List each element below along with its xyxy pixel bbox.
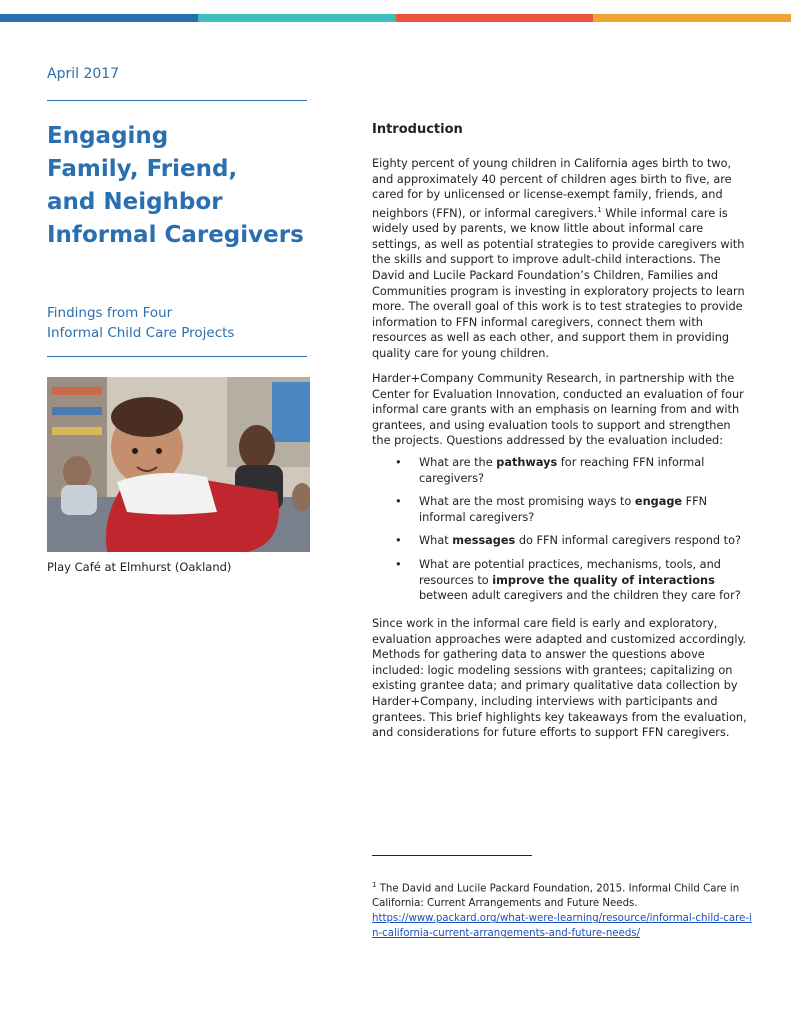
list-item xyxy=(395,533,745,549)
list-item xyxy=(395,557,745,604)
intro-paragraph-2: Harder+Company Community Research, in partnership with the Center for Evaluation Innovation, conducted an evaluation of four informal care grants with an emphasis on learning from and with grantees, and using evaluation tools to support and strengthen the projects. Questions addressed by the evaluation included: xyxy=(372,372,744,448)
title-line-1: Engaging xyxy=(47,123,169,149)
bullet-text: do FFN informal caregivers respond to? xyxy=(515,534,741,548)
title-line-2: Family, Friend, xyxy=(47,156,238,182)
photo-illustration xyxy=(47,377,310,552)
bar-segment-orange xyxy=(396,14,594,22)
bullet-text: What are the xyxy=(419,456,497,469)
footnote-divider xyxy=(372,855,532,856)
divider-top xyxy=(47,100,307,101)
footnote-ref[interactable]: 1 xyxy=(597,205,602,214)
publication-date: April 2017 xyxy=(47,66,120,82)
footnote xyxy=(372,878,752,941)
photo-caption: Play Café at Elmhurst (Oakland) xyxy=(47,560,232,574)
subtitle-line-2: Informal Child Care Projects xyxy=(47,325,235,341)
bullet-emphasis: messages xyxy=(452,534,516,548)
bullet-icon: • xyxy=(395,557,402,571)
bullet-text: What xyxy=(419,534,453,548)
cover-photo xyxy=(47,377,310,552)
footnote-text: The David and Lucile Packard Foundation, 2015. Informal Child Care in California: Current Arrangements and Future Needs. xyxy=(372,883,740,910)
subtitle-line-1: Findings from Four xyxy=(47,305,173,321)
intro-p1-text-a: Eighty percent of young children in California ages birth to two, and approximately 40 percent of children ages birth to five, are cared for by unlicensed or license-exempt family, friends, and neighbors (FFN), or informal caregivers. xyxy=(372,157,732,220)
list-item xyxy=(395,494,745,525)
bullet-text: FFN informal caregivers? xyxy=(419,495,708,524)
divider-bottom xyxy=(47,356,307,357)
bullet-text: for reaching FFN informal caregivers? xyxy=(419,456,705,485)
bullet-text: What are potential practices, mechanisms, tools, and resources to xyxy=(419,557,721,587)
top-color-bar xyxy=(0,14,791,22)
bar-segment-yellow xyxy=(593,14,791,22)
bar-segment-blue xyxy=(0,14,198,22)
title-line-4: Informal Caregivers xyxy=(47,222,304,248)
page-title xyxy=(47,120,337,252)
intro-p1-text-b: While informal care is widely used by parents, we know little about informal care settings, as well as potential strategies to provide caregivers with the skills and support to improve adult-child interactions. The David and Lucile Packard Foundation’s Children, Families and Communities program is investing in exploratory projects to learn more. The overall goal of this work is to test strategies to provide information to FFN informal caregivers, connect them with resources as well as each other, and support them in providing quality care for young children. xyxy=(372,206,745,360)
bullet-emphasis: improve the quality of interactions xyxy=(492,573,715,587)
list-item xyxy=(395,455,745,486)
footnote-number: 1 xyxy=(372,881,377,889)
bullet-icon: • xyxy=(395,456,402,469)
title-line-3: and Neighbor xyxy=(47,189,223,215)
page-subtitle xyxy=(47,303,234,343)
bullet-emphasis: pathways xyxy=(496,456,558,469)
intro-paragraph-1 xyxy=(372,156,747,361)
bullet-text: What are the most promising ways to xyxy=(419,495,635,509)
bullet-icon: • xyxy=(395,534,402,548)
bullet-emphasis: engage xyxy=(634,495,683,509)
intro-paragraph-3: Since work in the informal care field is early and exploratory, evaluation approaches were adapted and customized accordingly. Methods for gathering data to answer the questions above included: logic modeling sessions with grantees; capitalizing on existing grantee data; and primary qualitative data collection by Harder+Company, including interviews with participants and grantees. This brief highlights key takeaways from the evaluation, and considerations for future efforts to support FFN caregivers. xyxy=(372,617,747,740)
bar-segment-teal xyxy=(198,14,396,22)
bullet-icon: • xyxy=(395,495,402,509)
intro-heading: Introduction xyxy=(372,122,463,137)
footnote-link[interactable]: https://www.packard.org/what-were-learning/resource/informal-child-care-in-california-current-arrangements-and-future-needs/ xyxy=(372,913,752,940)
bullet-text: between adult caregivers and the children they care for? xyxy=(419,589,741,603)
evaluation-questions-list xyxy=(395,455,745,612)
